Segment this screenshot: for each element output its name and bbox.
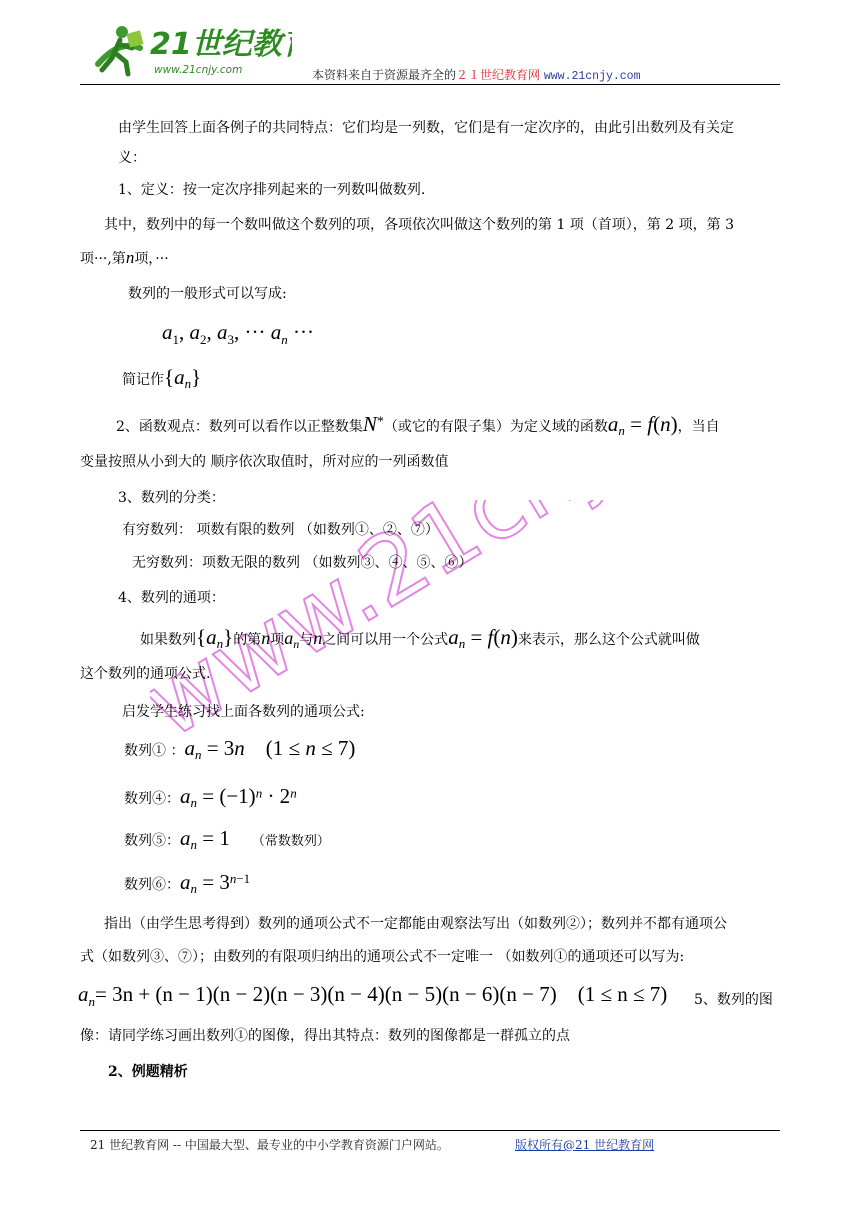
infinite-sequence: 无穷数列：项数无限的数列 （如数列③、④、⑤、⑥） [132, 555, 473, 571]
logo-url: www.21cnjy.com [154, 64, 243, 76]
exercise-prompt: 启发学生练习找上面各数列的通项公式: [122, 704, 365, 720]
alternative-formula: $a_n= 3n + (n - 1)(n - 2)(n - 3)(n - 4)(n - 5)(n - 6)(n - 7)$ (1 ≤ n ≤ 7) [78, 982, 668, 1010]
general-form-formula: $a_1$, $a_2$, $a_3$, ··· $a_n$ ··· [162, 320, 315, 348]
finite-sequence: 有穷数列： 项数有限的数列 （如数列①、②、⑦） [122, 522, 439, 538]
sequence-6-formula: 数列⑥：$a_n = 3^{n-1}$ [124, 870, 251, 896]
general-term-heading: 4、数列的通项： [118, 590, 225, 606]
definition-detail: 其中，数列中的每一个数叫做这个数列的项，各项依次叫做这个数列的第 1 项（首项），第 2 项，第 3 [104, 217, 734, 233]
footer-divider [80, 1130, 780, 1131]
header-site-url[interactable]: www.21cnjy.com [543, 70, 641, 83]
definition: 1、定义：按一定次序排列起来的一列数叫做数列. [118, 182, 426, 198]
var-n: n [125, 248, 135, 267]
footer-tagline: 21 世纪教育网 -- 中国最大型、最专业的中小学教育资源门户网站。 [90, 1138, 449, 1152]
site-logo [92, 18, 292, 80]
graph-description: 像：请同学练习画出数列①的图像，得出其特点：数列的图像都是一群孤立的点 [80, 1028, 570, 1044]
general-form-label: 数列的一般形式可以写成: [128, 286, 287, 302]
section-heading-examples: 2、例题精析 [108, 1064, 188, 1080]
definition-detail-cont: 项···,第n项，··· [80, 248, 169, 267]
footer-copyright-link[interactable]: 版权所有@21 世纪教育网 [515, 1138, 655, 1152]
intro-line-cont: 义： [118, 150, 146, 166]
function-view: 2、函数观点：数列可以看作以正整数集N*（或它的有限子集）为定义域的函数$a_n = f(n)$，当自 [116, 412, 720, 438]
short-notation: 简记作$\{a_n\}$ [122, 365, 202, 391]
note-line-1: 指出（由学生思考得到）数列的通项公式不一定都能由观察法写出（如数列②）；数列并不都有通项公 [104, 916, 727, 932]
note-line-2: 式（如数列③、⑦）；由数列的有限项归纳出的通项公式不一定唯一 （如数列①的通项还可以写为: [80, 949, 685, 965]
header-notice [312, 66, 640, 83]
header-site-name[interactable]: ２１世纪教育网 [456, 68, 541, 82]
sequence-4-formula: 数列④：$a_n = (-1)^n \cdot 2^n$ [124, 784, 297, 810]
function-view-cont: 变量按照从小到大的 顺序依次取值时，所对应的一列函数值 [80, 454, 449, 470]
graph-heading: 5、数列的图 [694, 992, 773, 1008]
classification-heading: 3、数列的分类： [118, 490, 225, 506]
general-term-definition: 如果数列$\{a_n\}$的第n项$a_n$与n之间可以用一个公式$a_n = f(n)$来表示，那么这个公式就叫做 [140, 625, 700, 651]
sequence-5-formula: 数列⑤：$a_n = 1$ （常数数列） [124, 826, 330, 852]
header-divider [80, 84, 780, 85]
general-term-cont: 这个数列的通项公式. [80, 666, 211, 682]
logo-wordmark: 21世纪教 [150, 27, 282, 62]
intro-line: 由学生回答上面各例子的共同特点：它们均是一列数，它们是有一定次序的，由此引出数列及有关定 [118, 120, 734, 136]
sequence-1-formula: 数列① ：$a_n = 3n$ (1 ≤ n ≤ 7) [124, 736, 356, 762]
header-notice-prefix: 本资料来自于资源最齐全的 [312, 68, 457, 82]
